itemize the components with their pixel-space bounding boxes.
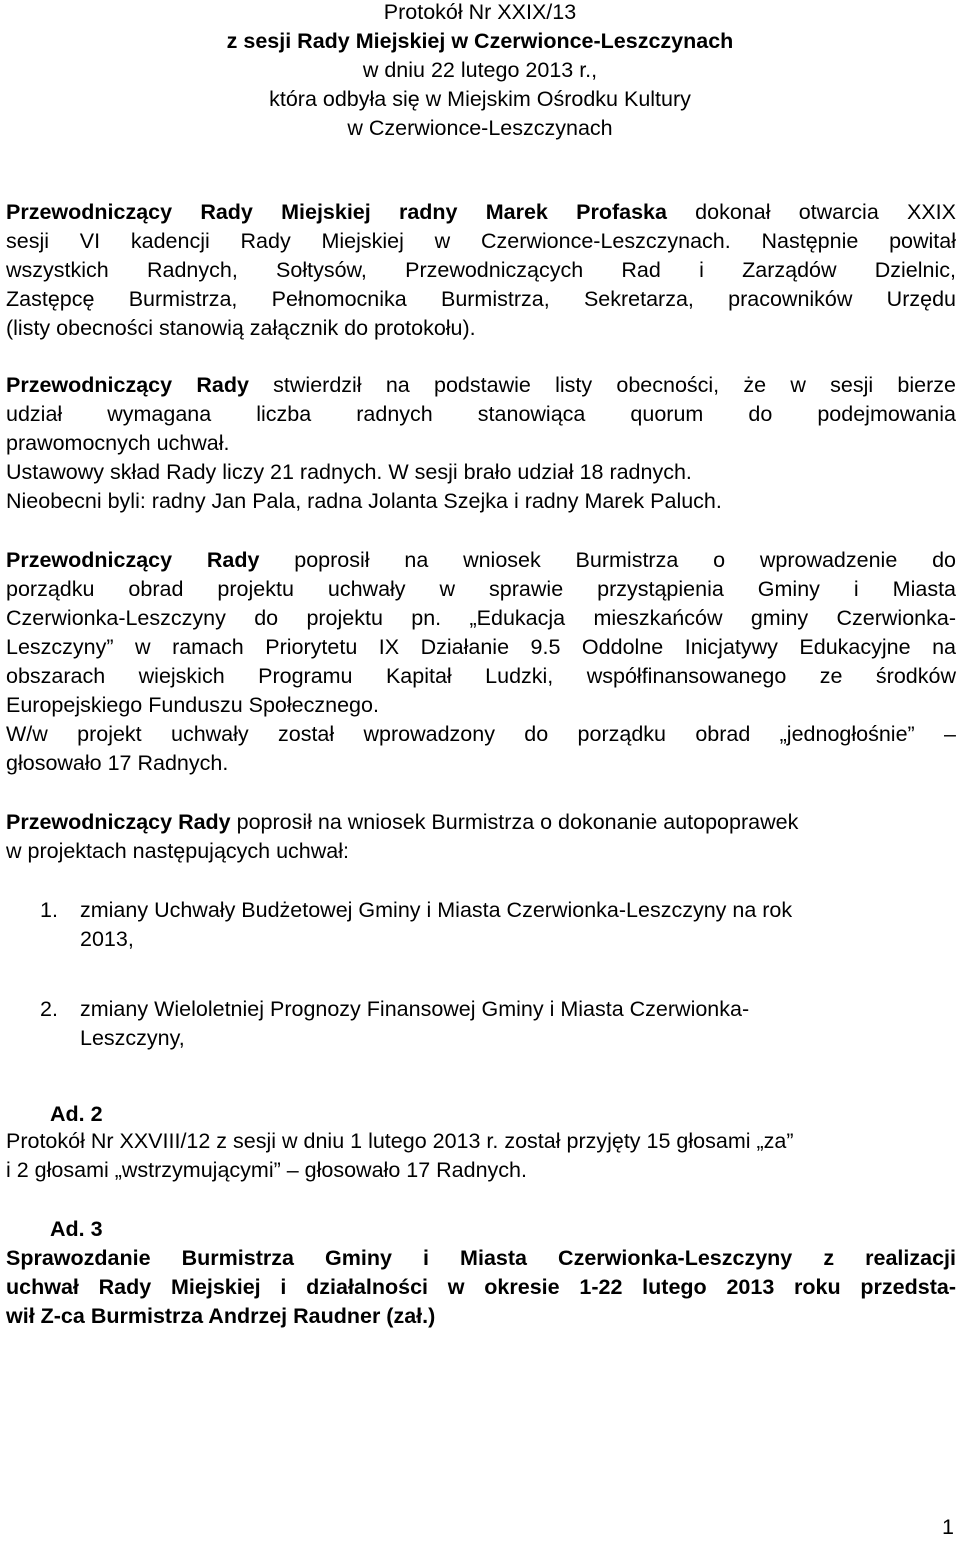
paragraph-line: Czerwionka-Leszczyny do projektu pn. „Edukacja mieszkańców gminy Czerwionka- [6, 606, 956, 630]
ad3-heading: Ad. 3 [50, 1217, 103, 1241]
paragraph-line: wszystkich Radnych, Sołtysów, Przewodniczących Rad i Zarządów Dzielnic, [6, 258, 956, 282]
paragraph-line: prawomocnych uchwał. [6, 431, 230, 455]
paragraph-line: W/w projekt uchwały został wprowadzony do porządku obrad „jednogłośnie” – [6, 722, 956, 746]
page-number: 1 [942, 1515, 954, 1539]
paragraph-line: głosowało 17 Radnych. [6, 751, 229, 775]
ad2-heading: Ad. 2 [50, 1102, 103, 1126]
paragraph-line: obszarach wiejskich Programu Kapitał Ludzki, współfinansowanego ze środków [6, 664, 956, 688]
chairman-name: Przewodniczący Rady Miejskiej radny Marek Profaska [6, 200, 667, 224]
session-date: w dniu 22 lutego 2013 r., [362, 58, 598, 82]
paragraph-line: w projektach następujących uchwał: [6, 839, 349, 863]
paragraph-line: Leszczyny” w ramach Priorytetu IX Działanie 9.5 Oddolne Inicjatywy Edukacyjne na [6, 635, 956, 659]
paragraph-line: Nieobecni byli: radny Jan Pala, radna Jolanta Szejka i radny Marek Paluch. [6, 489, 722, 513]
paragraph-opening [6, 198, 956, 343]
paragraph-line: Przewodniczący Rady stwierdził na podstawie listy obecności, że w sesji bierze [6, 373, 956, 397]
list-line: zmiany Uchwały Budżetowej Gminy i Miasta Czerwionka-Leszczyny na rok [80, 898, 793, 922]
paragraph-quorum [6, 371, 956, 516]
session-location: w Czerwionce-Leszczynach [347, 116, 613, 140]
paragraph-line: sesji VI kadencji Rady Miejskiej w Czerwionce-Leszczynach. Następnie powitał [6, 229, 956, 253]
paragraph-agenda-change [6, 546, 956, 778]
list-line: 2013, [80, 927, 134, 951]
protocol-number: Protokół Nr XXIX/13 [383, 0, 577, 24]
paragraph-line: (listy obecności stanowią załącznik do protokołu). [6, 316, 476, 340]
list-line: zmiany Wieloletniej Prognozy Finansowej Gminy i Miasta Czerwionka- [80, 997, 750, 1021]
paragraph-line: Europejskiego Funduszu Społecznego. [6, 693, 379, 717]
paragraph-line: Sprawozdanie Burmistrza Gminy i Miasta Czerwionka-Leszczyny z realizacji [6, 1246, 956, 1270]
paragraph-line: Ustawowy skład Rady liczy 21 radnych. W sesji brało udział 18 radnych. [6, 460, 692, 484]
paragraph-line: Przewodniczący Rady poprosił na wniosek Burmistrza o dokonanie autopoprawek [6, 810, 799, 834]
paragraph-line: Przewodniczący Rady Miejskiej radny Marek Profaska dokonał otwarcia XXIX [6, 200, 956, 224]
list-number: 1. [40, 898, 58, 922]
paragraph-ad3 [6, 1244, 956, 1331]
paragraph-line: Protokół Nr XXVIII/12 z sesji w dniu 1 lutego 2013 r. został przyjęty 15 głosami „za” [6, 1129, 794, 1153]
paragraph-line: udział wymagana liczba radnych stanowiąca quorum do podejmowania [6, 402, 956, 426]
list-number: 2. [40, 997, 58, 1021]
paragraph-line: i 2 głosami „wstrzymującymi” – głosowało 17 Radnych. [6, 1158, 527, 1182]
paragraph-amendments [6, 808, 956, 866]
paragraph-line: uchwał Rady Miejskiej i działalności w okresie 1-22 lutego 2013 roku przedsta- [6, 1275, 956, 1299]
paragraph-line: Zastępcę Burmistrza, Pełnomocnika Burmistrza, Sekretarza, pracowników Urzędu [6, 287, 956, 311]
document-header [0, 0, 960, 143]
paragraph-ad2 [6, 1127, 956, 1185]
paragraph-line: porządku obrad projektu uchwały w sprawie przystąpienia Gminy i Miasta [6, 577, 956, 601]
paragraph-line: Przewodniczący Rady poprosił na wniosek Burmistrza o wprowadzenie do [6, 548, 956, 572]
session-venue: która odbyła się w Miejskim Ośrodku Kultury [269, 87, 691, 111]
paragraph-line: wił Z-ca Burmistrza Andrzej Raudner (zał.) [6, 1304, 436, 1328]
list-line: Leszczyny, [80, 1026, 185, 1050]
session-title: z sesji Rady Miejskiej w Czerwionce-Leszczynach [226, 29, 734, 53]
